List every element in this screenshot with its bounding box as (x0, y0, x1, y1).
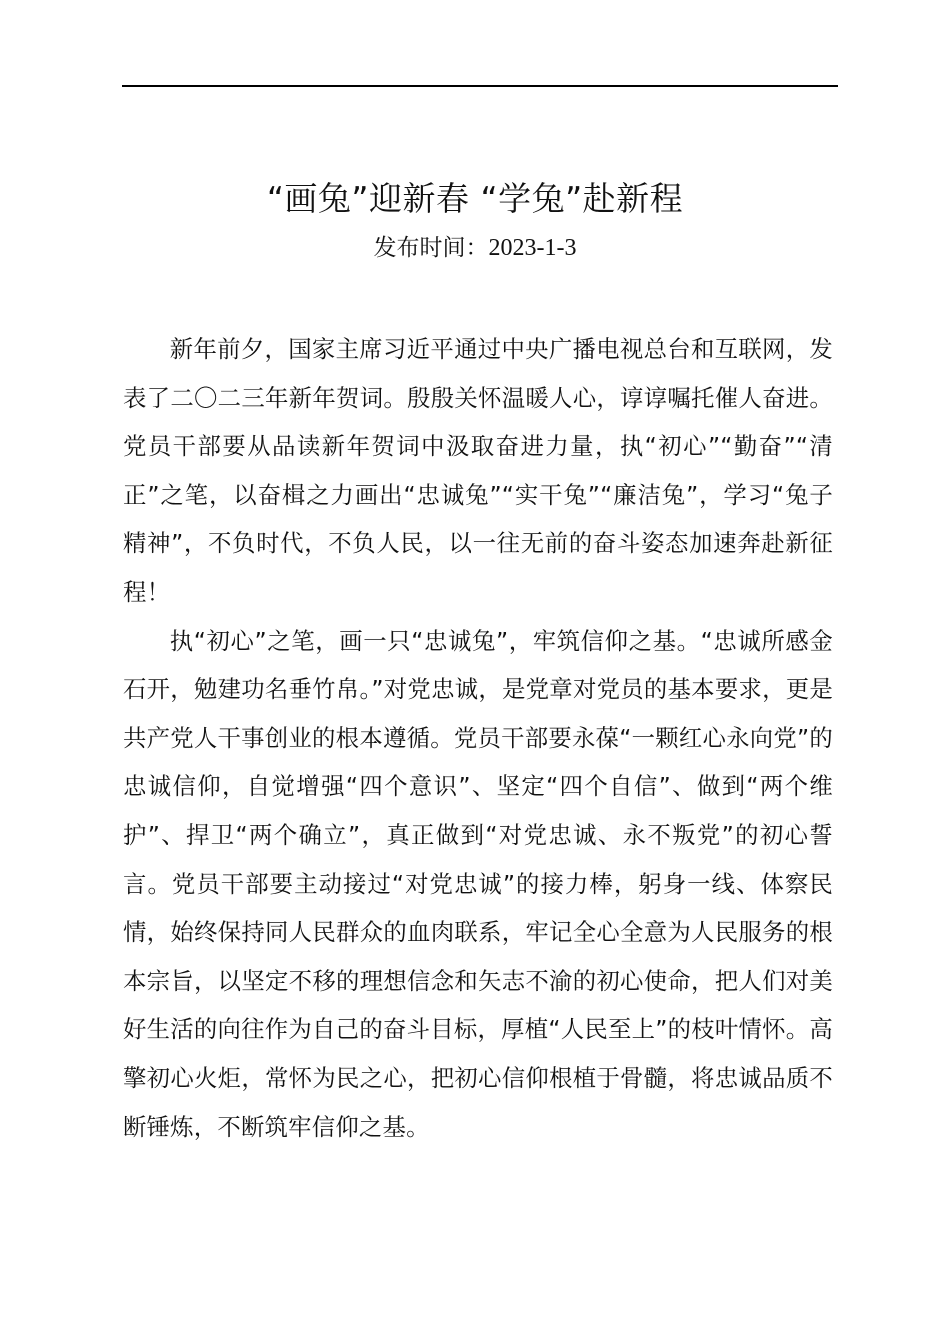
article-body (123, 325, 833, 1151)
paragraph: 新年前夕，国家主席习近平通过中央广播电视总台和互联网，发表了二〇二三年新年贺词。殷殷关怀温暖人心，谆谆嘱托催人奋进。党员干部要从品读新年贺词中汲取奋进力量，执“初心”“勤奋”“清正”之笔，以奋楫之力画出“忠诚兔”“实干兔”“廉洁兔”，学习“兔子精神”，不负时代，不负人民，以一往无前的奋斗姿态加速奔赴新征程！ (123, 335, 833, 606)
publish-date-label: 发布时间： (373, 235, 489, 261)
paragraph: 执“初心”之笔，画一只“忠诚兔”，牢筑信仰之基。“忠诚所感金石开，勉建功名垂竹帛。”对党忠诚，是党章对党员的基本要求，更是共产党人干事创业的根本遵循。党员干部要永葆“一颗红心永向党”的忠诚信仰，自觉增强“四个意识”、坚定“四个自信”、做到“两个维护”、捍卫“两个确立”，真正做到“对党忠诚、永不叛党”的初心誓言。党员干部要主动接过“对党忠诚”的接力棒，躬身一线、体察民情，始终保持同人民群众的血肉联系，牢记全心全意为人民服务的根本宗旨，以坚定不移的理想信念和矢志不渝的初心使命，把人们对美好生活的向往作为自己的奋斗目标，厚植“人民至上”的枝叶情怀。高擎初心火炬，常怀为民之心，把初心信仰根植于骨髓，将忠诚品质不断锤炼，不断筑牢信仰之基。 (123, 626, 833, 1141)
publish-date (0, 230, 950, 266)
publish-date-value: 2023-1-3 (488, 235, 577, 261)
article-title: “画兔”迎新春 “学兔”赴新程 (266, 179, 684, 218)
header-rule (122, 85, 838, 87)
